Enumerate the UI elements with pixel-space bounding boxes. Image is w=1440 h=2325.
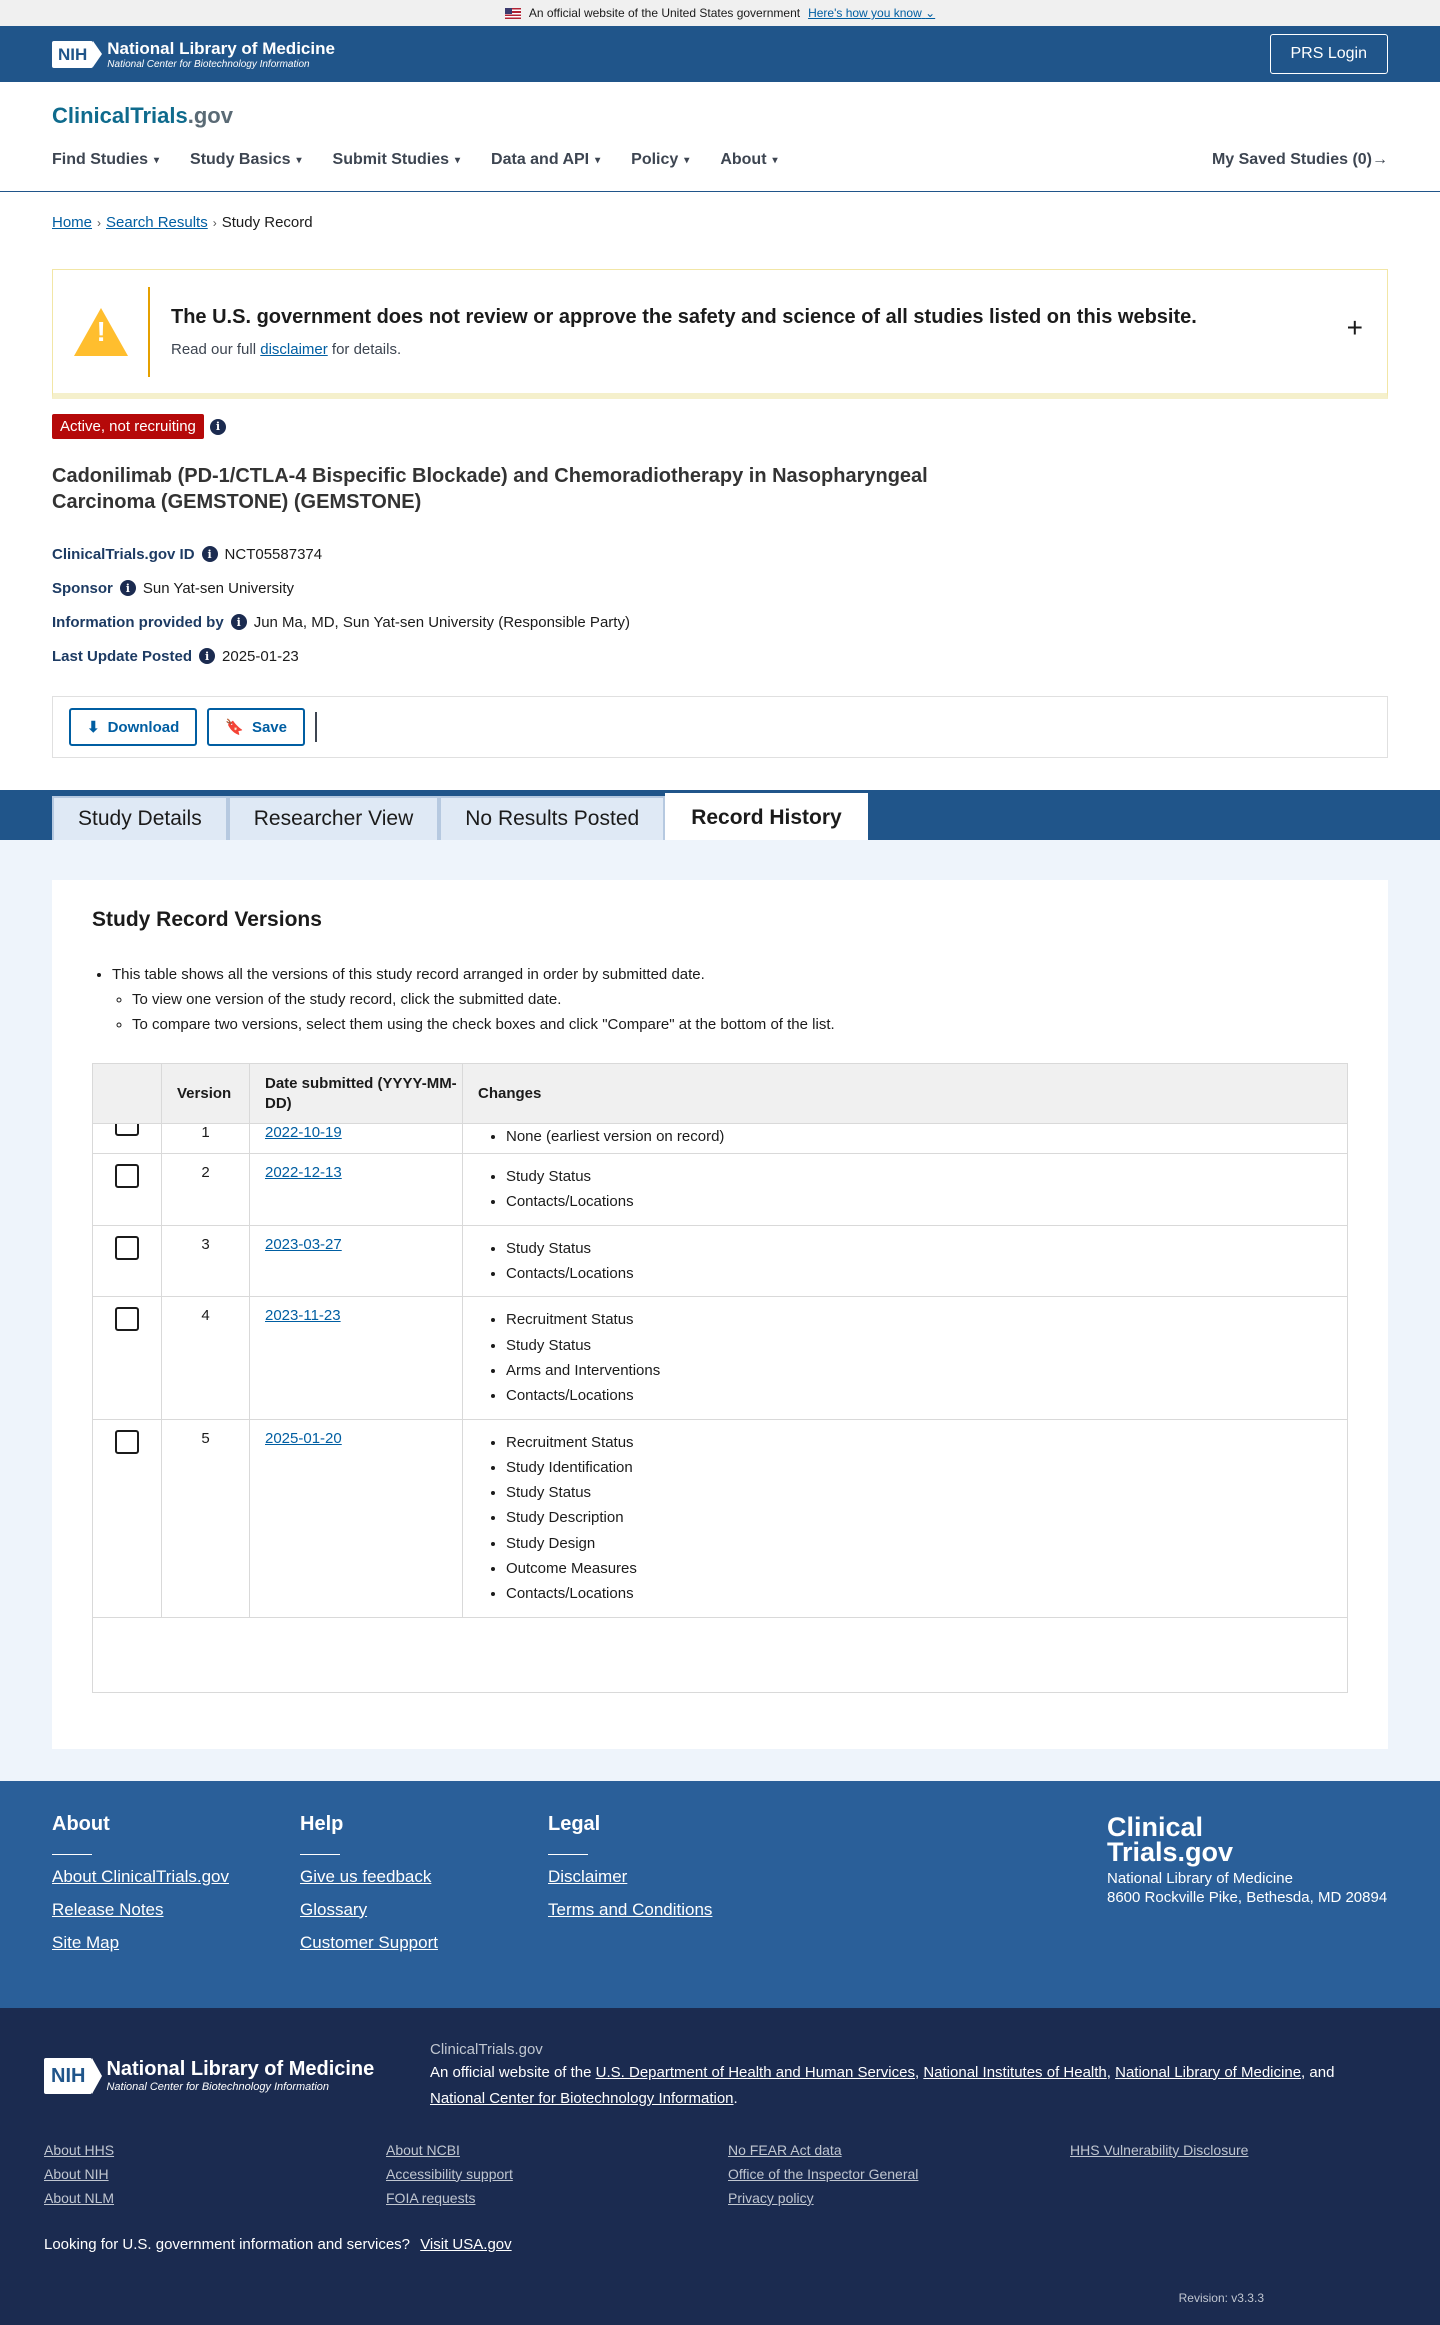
provided-by-value: Jun Ma, MD, Sun Yat-sen University (Responsible Party) bbox=[253, 613, 630, 631]
status-badge: Active, not recruiting bbox=[52, 414, 204, 439]
footer-bottom-link[interactable]: Privacy policy bbox=[728, 2189, 814, 2206]
change-item: • Study Design bbox=[506, 1531, 1347, 1556]
table-row bbox=[93, 1226, 1347, 1298]
nih-header bbox=[0, 26, 1440, 82]
save-button[interactable]: 🔖 Save bbox=[207, 708, 305, 746]
version-date-link[interactable]: 2023-03-27 bbox=[265, 1235, 342, 1253]
meta-row-id: ClinicalTrials.gov ID i NCT05587374 bbox=[52, 545, 323, 563]
prs-login-button[interactable]: PRS Login bbox=[1270, 34, 1389, 74]
main-nav bbox=[52, 129, 1388, 191]
footer-about-ct-link[interactable]: About ClinicalTrials.gov bbox=[52, 1866, 229, 1886]
footer-terms-link[interactable]: Terms and Conditions bbox=[548, 1899, 713, 1919]
compare-checkbox[interactable] bbox=[115, 1430, 139, 1454]
change-item: • Study Status bbox=[506, 1236, 1347, 1261]
footer-bottom-links bbox=[44, 2142, 1396, 2206]
usa-gov-line: Looking for U.S. government information and services? Visit USA.gov bbox=[44, 2235, 512, 2253]
usa-gov-link[interactable]: Visit USA.gov bbox=[420, 2235, 512, 2253]
versions-table bbox=[92, 1063, 1348, 1692]
breadcrumb-current: Study Record bbox=[221, 214, 313, 231]
actions-bar bbox=[52, 696, 1388, 758]
change-item: • Study Status bbox=[506, 1480, 1347, 1505]
version-number: 5 bbox=[162, 1420, 250, 1617]
tab-no-results-posted[interactable]: No Results Posted bbox=[439, 796, 665, 840]
version-date-link[interactable]: 2022-12-13 bbox=[265, 1164, 342, 1182]
footer-bottom-link[interactable]: FOIA requests bbox=[386, 2189, 476, 2206]
version-number: 4 bbox=[162, 1297, 250, 1418]
table-row bbox=[93, 1297, 1347, 1419]
footer-nlm-logo[interactable]: NIH National Library of Medicine National Center for Biotechnology Information bbox=[44, 2040, 430, 2112]
change-item: • Contacts/Locations bbox=[506, 1581, 1347, 1606]
footer-official-info: ClinicalTrials.gov An official website of the U.S. Department of Health and Human Services, National Institutes of Health, National Library of Medicine, and National Center for Biotechnology Information. bbox=[430, 2040, 1335, 2107]
breadcrumb-search-results[interactable]: Search Results bbox=[106, 214, 208, 231]
footer-bottom-link[interactable]: About HHS bbox=[44, 2141, 115, 2158]
record-history-area bbox=[0, 840, 1440, 1780]
version-date-link[interactable]: 2022-10-19 bbox=[265, 1124, 342, 1142]
nav-submit-studies[interactable]: Submit Studies ▾ bbox=[332, 151, 461, 168]
footer-bottom-link[interactable]: About NCBI bbox=[386, 2141, 460, 2158]
download-button[interactable]: ⬇ Download bbox=[69, 708, 197, 746]
nct-id: NCT05587374 bbox=[224, 545, 323, 563]
nav-find-studies[interactable]: Find Studies ▾ bbox=[52, 151, 160, 168]
chevron-down-icon: ▾ bbox=[772, 154, 778, 166]
change-item: • Recruitment Status bbox=[506, 1430, 1347, 1455]
footer-spacer bbox=[1070, 2190, 1412, 2206]
tab-study-details[interactable]: Study Details bbox=[52, 796, 228, 840]
us-flag-icon bbox=[505, 8, 521, 19]
table-header bbox=[93, 1064, 1347, 1124]
footer-glossary-link[interactable]: Glossary bbox=[300, 1899, 368, 1919]
nav-about[interactable]: About ▾ bbox=[720, 151, 778, 168]
change-item: • Outcome Measures bbox=[506, 1556, 1347, 1581]
footer-spacer bbox=[1070, 2166, 1412, 2182]
footer-about: About About ClinicalTrials.gov Release Notes Site Map bbox=[52, 1813, 300, 1980]
footer-feedback-link[interactable]: Give us feedback bbox=[300, 1866, 432, 1886]
gov-banner-text: An official website of the United States government bbox=[528, 6, 801, 20]
info-icon[interactable]: i bbox=[202, 546, 218, 562]
nlm-logo[interactable] bbox=[52, 39, 335, 70]
last-update-value: 2025-01-23 bbox=[222, 647, 299, 665]
heres-how-you-know-link[interactable]: Here's how you know ⌄ bbox=[808, 6, 936, 20]
version-number: 2 bbox=[162, 1154, 250, 1225]
footer-bottom-link[interactable]: About NLM bbox=[44, 2189, 115, 2206]
nav-policy[interactable]: Policy ▾ bbox=[631, 151, 690, 168]
meta-row-last-update: Last Update Posted i 2025-01-23 bbox=[52, 647, 299, 665]
footer-bottom-link[interactable]: HHS Vulnerability Disclosure bbox=[1070, 2141, 1249, 2158]
info-icon[interactable]: i bbox=[199, 648, 215, 664]
footer-bottom-link[interactable]: No FEAR Act data bbox=[728, 2141, 842, 2158]
footer-bottom-link[interactable]: Office of the Inspector General bbox=[728, 2165, 919, 2182]
hhs-link[interactable]: U.S. Department of Health and Human Services bbox=[595, 2063, 915, 2081]
footer-ct-logo[interactable]: Clinical Trials.gov bbox=[1107, 1811, 1234, 1867]
study-title: Cadonilimab (PD-1/CTLA-4 Bispecific Blockade) and Chemoradiotherapy in Nasopharyngeal Carcinoma (GEMSTONE) (GEMSTONE) bbox=[52, 465, 928, 513]
info-icon[interactable]: i bbox=[210, 419, 226, 435]
versions-intro: • This table shows all the versions of this study record arranged in order by submitted date. ◦ To view one version of the study record, click the submitted date. ◦ To compare two versions, select them using the check boxes and click "Compare" at the bottom of the list. bbox=[92, 962, 1348, 1037]
nih-link[interactable]: National Institutes of Health bbox=[923, 2063, 1107, 2081]
warning-icon: ! bbox=[74, 308, 128, 356]
footer-bottom-link[interactable]: About NIH bbox=[44, 2165, 109, 2182]
compare-checkbox[interactable] bbox=[115, 1236, 139, 1260]
nav-study-basics[interactable]: Study Basics ▾ bbox=[190, 151, 302, 168]
disclaimer-alert bbox=[52, 269, 1388, 399]
table-row bbox=[93, 1154, 1347, 1226]
table-row bbox=[93, 1124, 1347, 1154]
nih-badge: NIH bbox=[52, 41, 93, 68]
chevron-right-icon: › bbox=[97, 215, 102, 230]
chevron-down-icon: ▾ bbox=[455, 154, 461, 166]
footer-support-link[interactable]: Customer Support bbox=[300, 1932, 438, 1952]
alert-title: The U.S. government does not review or approve the safety and science of all studies listed on this website. bbox=[171, 305, 1197, 328]
change-item: • Study Status bbox=[506, 1164, 1347, 1189]
tab-researcher-view[interactable]: Researcher View bbox=[228, 796, 440, 840]
chevron-right-icon: › bbox=[212, 215, 217, 230]
my-saved-studies-link[interactable]: My Saved Studies (0)→ bbox=[1211, 151, 1388, 168]
footer-release-notes-link[interactable]: Release Notes bbox=[52, 1899, 164, 1919]
chevron-down-icon: ▾ bbox=[154, 154, 160, 166]
chevron-down-icon: ▾ bbox=[684, 154, 690, 166]
version-number: 3 bbox=[162, 1226, 250, 1297]
divider bbox=[315, 712, 317, 742]
gov-banner bbox=[0, 0, 1440, 26]
bookmark-icon: 🔖 bbox=[225, 719, 244, 737]
change-item: • None (earliest version on record) bbox=[506, 1124, 1347, 1149]
footer-links bbox=[0, 1781, 1440, 2008]
footer-disclaimer-link[interactable]: Disclaimer bbox=[548, 1866, 628, 1886]
change-item: • Contacts/Locations bbox=[506, 1383, 1347, 1408]
ncbi-link[interactable]: National Center for Biotechnology Information bbox=[430, 2089, 734, 2107]
change-item: • Contacts/Locations bbox=[506, 1261, 1347, 1286]
change-item: • Study Description bbox=[506, 1505, 1347, 1530]
clinicaltrials-logo[interactable]: ClinicalTrials.gov bbox=[52, 103, 233, 128]
header-changes: Changes bbox=[478, 1084, 542, 1102]
expand-plus-icon[interactable]: + bbox=[1346, 312, 1363, 343]
change-item: • Arms and Interventions bbox=[506, 1358, 1347, 1383]
meta-row-provided-by: Information provided by i Jun Ma, MD, Sun Yat-sen University (Responsible Party) bbox=[52, 613, 630, 631]
version-number: 1 bbox=[162, 1124, 250, 1153]
meta-row-sponsor: Sponsor i Sun Yat-sen University bbox=[52, 579, 295, 597]
disclaimer-link[interactable]: disclaimer bbox=[260, 340, 328, 358]
tabs-bar bbox=[0, 790, 1440, 840]
table-body bbox=[93, 1124, 1347, 1617]
chevron-down-icon: ▾ bbox=[595, 154, 601, 166]
version-date-link[interactable]: 2023-11-23 bbox=[265, 1307, 341, 1325]
tab-record-history[interactable]: Record History bbox=[665, 793, 868, 840]
change-item: • Recruitment Status bbox=[506, 1307, 1347, 1332]
versions-card bbox=[52, 880, 1388, 1748]
download-icon: ⬇ bbox=[87, 719, 100, 737]
footer-help: Help Give us feedback Glossary Customer Support bbox=[300, 1813, 548, 1980]
alert-text: Read our full disclaimer for details. bbox=[171, 340, 402, 358]
breadcrumb-home[interactable]: Home bbox=[52, 214, 93, 231]
footer-bottom-link[interactable]: Accessibility support bbox=[386, 2165, 513, 2182]
change-item: • Contacts/Locations bbox=[506, 1189, 1347, 1214]
compare-checkbox[interactable] bbox=[115, 1124, 139, 1136]
chevron-down-icon: ⌄ bbox=[925, 6, 936, 20]
chevron-down-icon: ▾ bbox=[296, 154, 302, 166]
nlm-link[interactable]: National Library of Medicine bbox=[1115, 2063, 1302, 2081]
change-item: • Study Identification bbox=[506, 1455, 1347, 1480]
header-date: Date submitted (YYYY-MM-DD) bbox=[250, 1064, 463, 1123]
site-header bbox=[0, 82, 1440, 192]
compare-checkbox[interactable] bbox=[115, 1164, 139, 1188]
info-icon[interactable]: i bbox=[231, 614, 247, 630]
info-icon[interactable]: i bbox=[120, 580, 136, 596]
breadcrumb bbox=[0, 192, 1440, 231]
study-meta bbox=[0, 515, 1440, 673]
change-item: • Study Status bbox=[506, 1333, 1347, 1358]
footer-bottom bbox=[0, 2008, 1440, 2325]
versions-title: Study Record Versions bbox=[92, 908, 322, 932]
footer-legal: Legal Disclaimer Terms and Conditions bbox=[548, 1813, 796, 1980]
arrow-right-icon: → bbox=[1372, 151, 1388, 168]
compare-checkbox[interactable] bbox=[115, 1307, 139, 1331]
footer-site-map-link[interactable]: Site Map bbox=[52, 1932, 120, 1952]
nlm-title: National Library of Medicine bbox=[107, 38, 335, 58]
header-version: Version bbox=[162, 1064, 250, 1123]
nav-data-and-api[interactable]: Data and API ▾ bbox=[491, 151, 601, 168]
sponsor-value: Sun Yat-sen University bbox=[142, 579, 295, 597]
footer-brand: Clinical Trials.gov National Library of Medicine 8600 Rockville Pike, Bethesda, MD 20894 bbox=[1107, 1811, 1388, 1906]
revision: Revision: v3.3.3 bbox=[1178, 2290, 1264, 2305]
ncbi-subtitle: National Center for Biotechnology Information bbox=[107, 58, 310, 70]
version-date-link[interactable]: 2025-01-20 bbox=[265, 1429, 342, 1447]
table-row bbox=[93, 1420, 1347, 1618]
